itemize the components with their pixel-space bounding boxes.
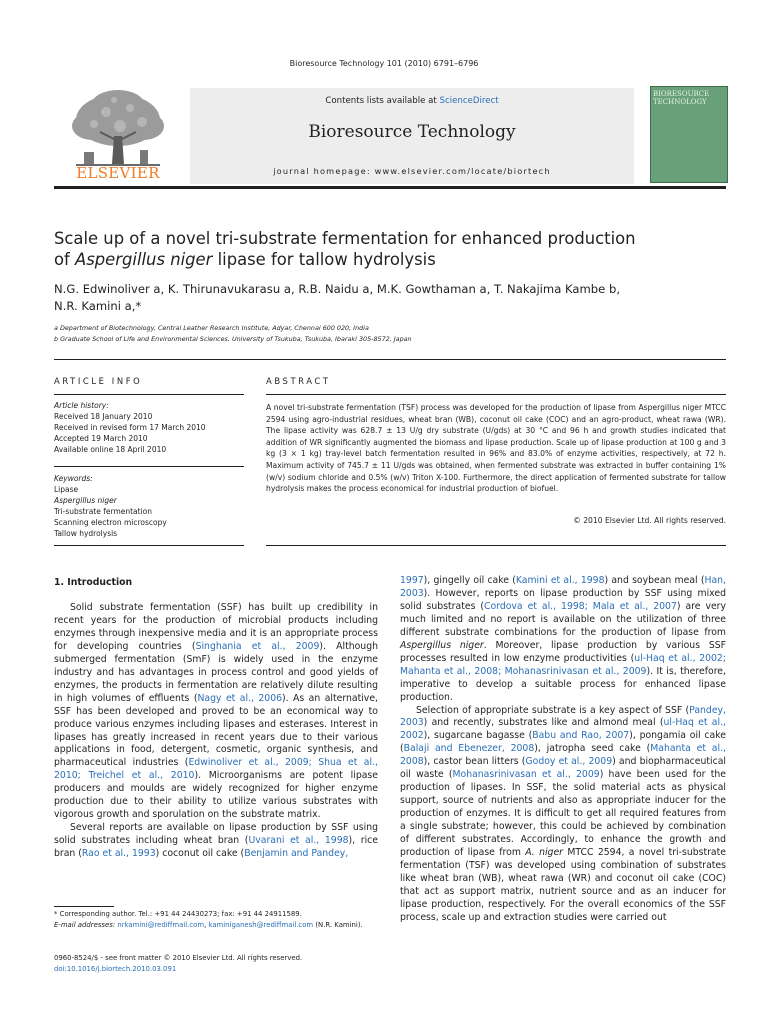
body-column-right (400, 575, 726, 925)
citation-link[interactable]: Rao et al., 1993 (81, 848, 156, 860)
citation-link[interactable]: Mohanasrinivasan et al., 2009 (452, 769, 600, 781)
email-link[interactable]: kaminiganesh@rediffmail.com (208, 920, 314, 929)
citation-link[interactable]: ul-Haq et al., 2002 (400, 717, 726, 742)
email-addresses: E-mail addresses: nrkamini@rediffmail.com, kaminiganesh@rediffmail.com (N.R. Kamini). (54, 920, 363, 929)
article-info-rule-top (54, 394, 244, 395)
citation-link[interactable]: Cordova et al., 1998; Mala et al., 2007 (484, 600, 677, 612)
history-accepted: Accepted 19 March 2010 (54, 434, 148, 443)
abstract-text: A novel tri-substrate fermentation (TSF) process was developed for the production of lipase from Aspergillus niger MTCC 2594 using agro-industrial residues, wheat bran (WB), coconut oil cake (COC) and an agro-product, wheat rawa (WR). The lipase activity was 628.7 ± 13 U/g dry substrate (U/gds) at 30 °C and 96 h and growth studies indicated that addition of WR significantly augmented the biomass and lipase production. Scale up of lipase production at 100 g and 3 kg (3 × 1 kg) tray-level batch fermentation resulted in 96% and 83.0% of enzyme activities, respectively, at 72 h. Maximum activity of 745.7 ± 11 U/gds was obtained, when fermented substrate was extracted in buffer containing 1% (w/v) sodium chloride and 0.5% (w/v) Triton X-100. Furthermore, the direct application of fermented substrate for tallow hydrolysis makes the process economical for industrial production of biofuel. (266, 403, 726, 494)
citation-link[interactable]: Nagy et al., 2006 (197, 692, 283, 704)
keywords-rule (54, 466, 244, 467)
paragraph: Several reports are available on lipase production by SSF using solid substrates including wheat bran (Uvarani et al., 1998), rice bran (Rao et al., 1993) coconut oil cake (Benjamin and Pandey, (54, 822, 378, 860)
doi-link[interactable]: doi:10.1016/j.biortech.2010.03.091 (54, 964, 177, 973)
footnote (54, 909, 378, 930)
journal-cover-title: BIORESOURCE TECHNOLOGY (653, 90, 710, 106)
authors-line-2: N.R. Kamini a,* (54, 299, 142, 313)
issn-line: 0960-8524/$ - see front matter © 2010 Elsevier Ltd. All rights reserved. (54, 954, 303, 962)
keyword: Tri-substrate fermentation (54, 507, 153, 516)
citation-link[interactable]: ul-Haq et al., 2002; Mahanta et al., 2008; Mohanasrinivasan et al., 2009 (400, 652, 726, 677)
front-matter (54, 953, 378, 975)
history-revised: Received in revised form 17 March 2010 (54, 423, 206, 432)
keyword: Tallow hydrolysis (54, 529, 118, 538)
article-info-rule-bottom (54, 545, 244, 546)
abstract-copyright: © 2010 Elsevier Ltd. All rights reserved. (573, 516, 726, 525)
keyword: Lipase (54, 485, 79, 494)
contents-available: Contents lists available at ScienceDirect (325, 96, 499, 106)
article-title: Scale up of a novel tri-substrate fermentation for enhanced production of Aspergillus niger lipase for tallow hydrolysis (54, 229, 636, 269)
body-column-left (54, 602, 378, 861)
header-rule (54, 186, 726, 189)
history-online: Available online 18 April 2010 (54, 445, 167, 454)
section-heading: 1. Introduction (54, 577, 133, 588)
article-history (54, 400, 244, 455)
keywords-label: Keywords: (54, 474, 93, 483)
paragraph: 1997), gingelly oil cake (Kamini et al., 1998) and soybean meal (Han, 2003). However, reports on lipase production by SSF using mixed solid substrates (Cordova et al., 1998; Mala et al., 2007) are very much limited and no report is available on the utilization of three different substrate combinations for the production of lipase from Aspergillus niger. Moreover, lipase production by various SSF processes resulted in low enzyme productivities (ul-Haq et al., 2002; Mahanta et al., 2008; Mohanasrinivasan et al., 2009). It is, therefore, imperative to develop a suitable process for enhanced lipase production. (400, 575, 726, 703)
author-list (54, 281, 726, 315)
sciencedirect-link[interactable]: ScienceDirect (439, 96, 499, 106)
abstract-rule-top (266, 394, 726, 395)
citation-link[interactable]: Mahanta et al., 2008 (400, 743, 726, 768)
abstract-heading: ABSTRACT (266, 376, 331, 386)
keyword: Aspergillus niger (54, 496, 117, 505)
citation-link[interactable]: Godoy et al., 2009 (525, 756, 613, 768)
citation-link[interactable]: Balaji and Ebenezer, 2008 (403, 743, 535, 755)
citation-link[interactable]: Uvarani et al., 1998 (248, 835, 349, 847)
citation-link[interactable]: Pandey, 2003 (400, 704, 726, 729)
citation-link[interactable]: Singhania et al., 2009 (195, 640, 320, 652)
citation-link[interactable]: Kamini et al., 1998 (515, 575, 605, 586)
abstract-rule-bottom (266, 545, 726, 546)
citation-link[interactable]: 1997 (400, 575, 424, 586)
history-label: Article history: (54, 401, 109, 410)
keyword: Scanning electron microscopy (54, 518, 167, 527)
journal-citation: Bioresource Technology 101 (2010) 6791–6796 (289, 59, 479, 68)
section-rule (54, 359, 726, 360)
keywords-list (54, 473, 244, 539)
affiliation-a: a Department of Biotechnology, Central Leather Research Institute, Adyar, Chennai 600 020, India (54, 324, 369, 332)
email-link[interactable]: nrkamini@rediffmail.com (117, 920, 205, 929)
affiliation-b: b Graduate School of Life and Environmental Sciences, University of Tsukuba, Tsukuba, Ibaraki 305-8572, Japan (54, 335, 412, 343)
citation-link[interactable]: Babu and Rao, 2007 (532, 730, 630, 742)
journal-title[interactable]: Bioresource Technology (308, 122, 516, 142)
corresponding-author: * Corresponding author. Tel.: +91 44 24430273; fax: +91 44 24911589. (54, 910, 302, 918)
citation-link[interactable]: Han, 2003 (400, 575, 726, 599)
paragraph: Selection of appropriate substrate is a key aspect of SSF (Pandey, 2003) and recently, substrates like and almond meal (ul-Haq et al., 2002), sugarcane bagasse (Babu and Rao, 2007), pongamia oil cake (Balaji and Ebenezer, 2008), jatropha seed cake (Mahanta et al., 2008), castor bean litters (Godoy et al., 2009) and biopharmaceutical oil waste (Mohanasrinivasan et al., 2009) have been used for the production of lipases. In SSF, the solid material acts as physical support, source of nutrients and also as appropriate inducer for the production of enzymes. It is difficult to get all required features from a single substrate; however, this could be achieved by combination of different substrates. Accordingly, to enhance the growth and production of lipase from A. niger MTCC 2594, a novel tri-substrate fermentation (TSF) was developed using combination of substrates like wheat bran (WB), wheat rawa (WR) and coconut oil cake (COC) that act as support matrix, nutrient source and as an inducer for lipase production, respectively. For the overall economics of the SSF process, scale up and extraction studies were carried out (400, 704, 726, 923)
history-received: Received 18 January 2010 (54, 412, 153, 421)
citation-link[interactable]: Edwinoliver et al., 2009; Shua et al., 2010; Treichel et al., 2010 (54, 757, 378, 782)
paragraph: Solid substrate fermentation (SSF) has built up credibility in recent years for the production of microbial products including enzymes through inexpensive media and it is an appropriate process for developing countries (Singhania et al., 2009). Although submerged fermentation (SmF) is widely used in the enzyme industry and has advantages in process control and good yields of enzymes, the products in fermentation are relatively dilute resulting in high volumes of effluents (Nagy et al., 2006). As an alternative, SSF has been developed and proved to be an economical way to produce various enzymes including lipases and esterases. Interest in lipases has greatly increased in recent years due to their various applications in food, detergent, cosmetic, organic synthesis, and pharmaceutical industries (Edwinoliver et al., 2009; Shua et al., 2010; Treichel et al., 2010). Microorganisms are potent lipase producers and moulds are widely recognized for higher enzyme production due to their ability to utilize various substrates with vigorous growth and sporulation on the substrate matrix. (54, 602, 378, 821)
footnote-rule (54, 906, 114, 907)
citation-link[interactable]: Benjamin and Pandey, (244, 848, 349, 860)
article-info-heading: ARTICLE INFO (54, 376, 143, 386)
journal-homepage[interactable]: journal homepage: www.elsevier.com/locate/biortech (273, 166, 551, 176)
authors-line-1: N.G. Edwinoliver a, K. Thirunavukarasu a, R.B. Naidu a, M.K. Gowthaman a, T. Nakajima Kambe b, (54, 282, 620, 296)
elsevier-wordmark: ELSEVIER (76, 164, 160, 182)
